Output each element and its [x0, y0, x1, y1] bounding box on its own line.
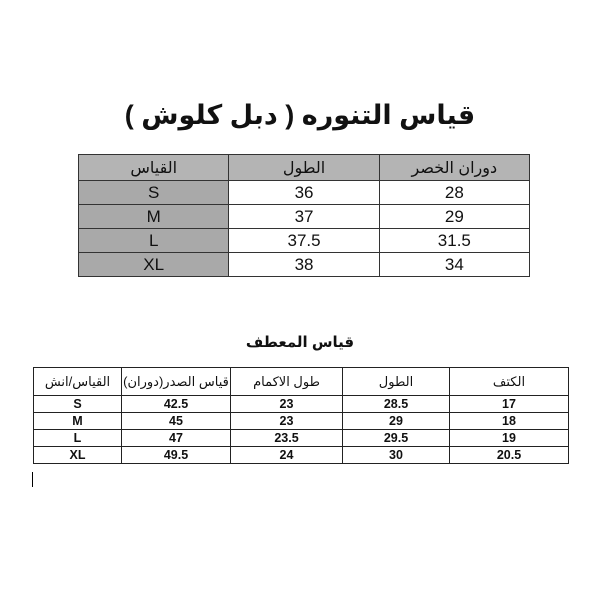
header-chest: قياس الصدر(دوران) — [122, 368, 231, 396]
cell-size: S — [79, 181, 229, 205]
cell-waist: 34 — [379, 253, 529, 277]
header-length: الطول — [343, 368, 450, 396]
skirt-size-title: قياس التنوره ( دبل كلوش ) — [124, 100, 476, 130]
header-sleeve: طول الاكمام — [231, 368, 343, 396]
cell-length: 29.5 — [343, 430, 450, 447]
cell-length: 30 — [343, 447, 450, 464]
table-row — [79, 181, 530, 205]
cell-size: M — [79, 205, 229, 229]
table-row — [34, 430, 569, 447]
cell-shoulder: 20.5 — [450, 447, 569, 464]
header-length: الطول — [229, 155, 379, 181]
header-size-inch: القياس/انش — [34, 368, 122, 396]
cell-chest: 45 — [122, 413, 231, 430]
cell-shoulder: 17 — [450, 396, 569, 413]
cell-sleeve: 24 — [231, 447, 343, 464]
cell-chest: 47 — [122, 430, 231, 447]
table-row — [79, 205, 530, 229]
skirt-size-table — [78, 154, 530, 277]
cell-sleeve: 23 — [231, 396, 343, 413]
cell-size: L — [34, 430, 122, 447]
cell-sleeve: 23.5 — [231, 430, 343, 447]
header-waist: دوران الخصر — [379, 155, 529, 181]
table-row — [34, 413, 569, 430]
cell-length: 36 — [229, 181, 379, 205]
table-row — [79, 253, 530, 277]
cell-shoulder: 19 — [450, 430, 569, 447]
table-header-row — [34, 368, 569, 396]
table-header-row — [79, 155, 530, 181]
cell-length: 37.5 — [229, 229, 379, 253]
header-shoulder: الكتف — [450, 368, 569, 396]
coat-size-title: قياس المعطف — [245, 334, 355, 351]
cell-size: M — [34, 413, 122, 430]
cell-length: 38 — [229, 253, 379, 277]
cell-size: L — [79, 229, 229, 253]
cell-sleeve: 23 — [231, 413, 343, 430]
cell-chest: 49.5 — [122, 447, 231, 464]
cell-chest: 42.5 — [122, 396, 231, 413]
cell-size: XL — [79, 253, 229, 277]
text-cursor — [32, 472, 33, 487]
cell-waist: 29 — [379, 205, 529, 229]
table-row — [34, 447, 569, 464]
cell-size: S — [34, 396, 122, 413]
cell-length: 28.5 — [343, 396, 450, 413]
coat-size-table — [33, 367, 569, 464]
header-size: القياس — [79, 155, 229, 181]
cell-waist: 31.5 — [379, 229, 529, 253]
cell-length: 29 — [343, 413, 450, 430]
cell-waist: 28 — [379, 181, 529, 205]
table-row — [34, 396, 569, 413]
table-row — [79, 229, 530, 253]
cell-size: XL — [34, 447, 122, 464]
cell-length: 37 — [229, 205, 379, 229]
cell-shoulder: 18 — [450, 413, 569, 430]
